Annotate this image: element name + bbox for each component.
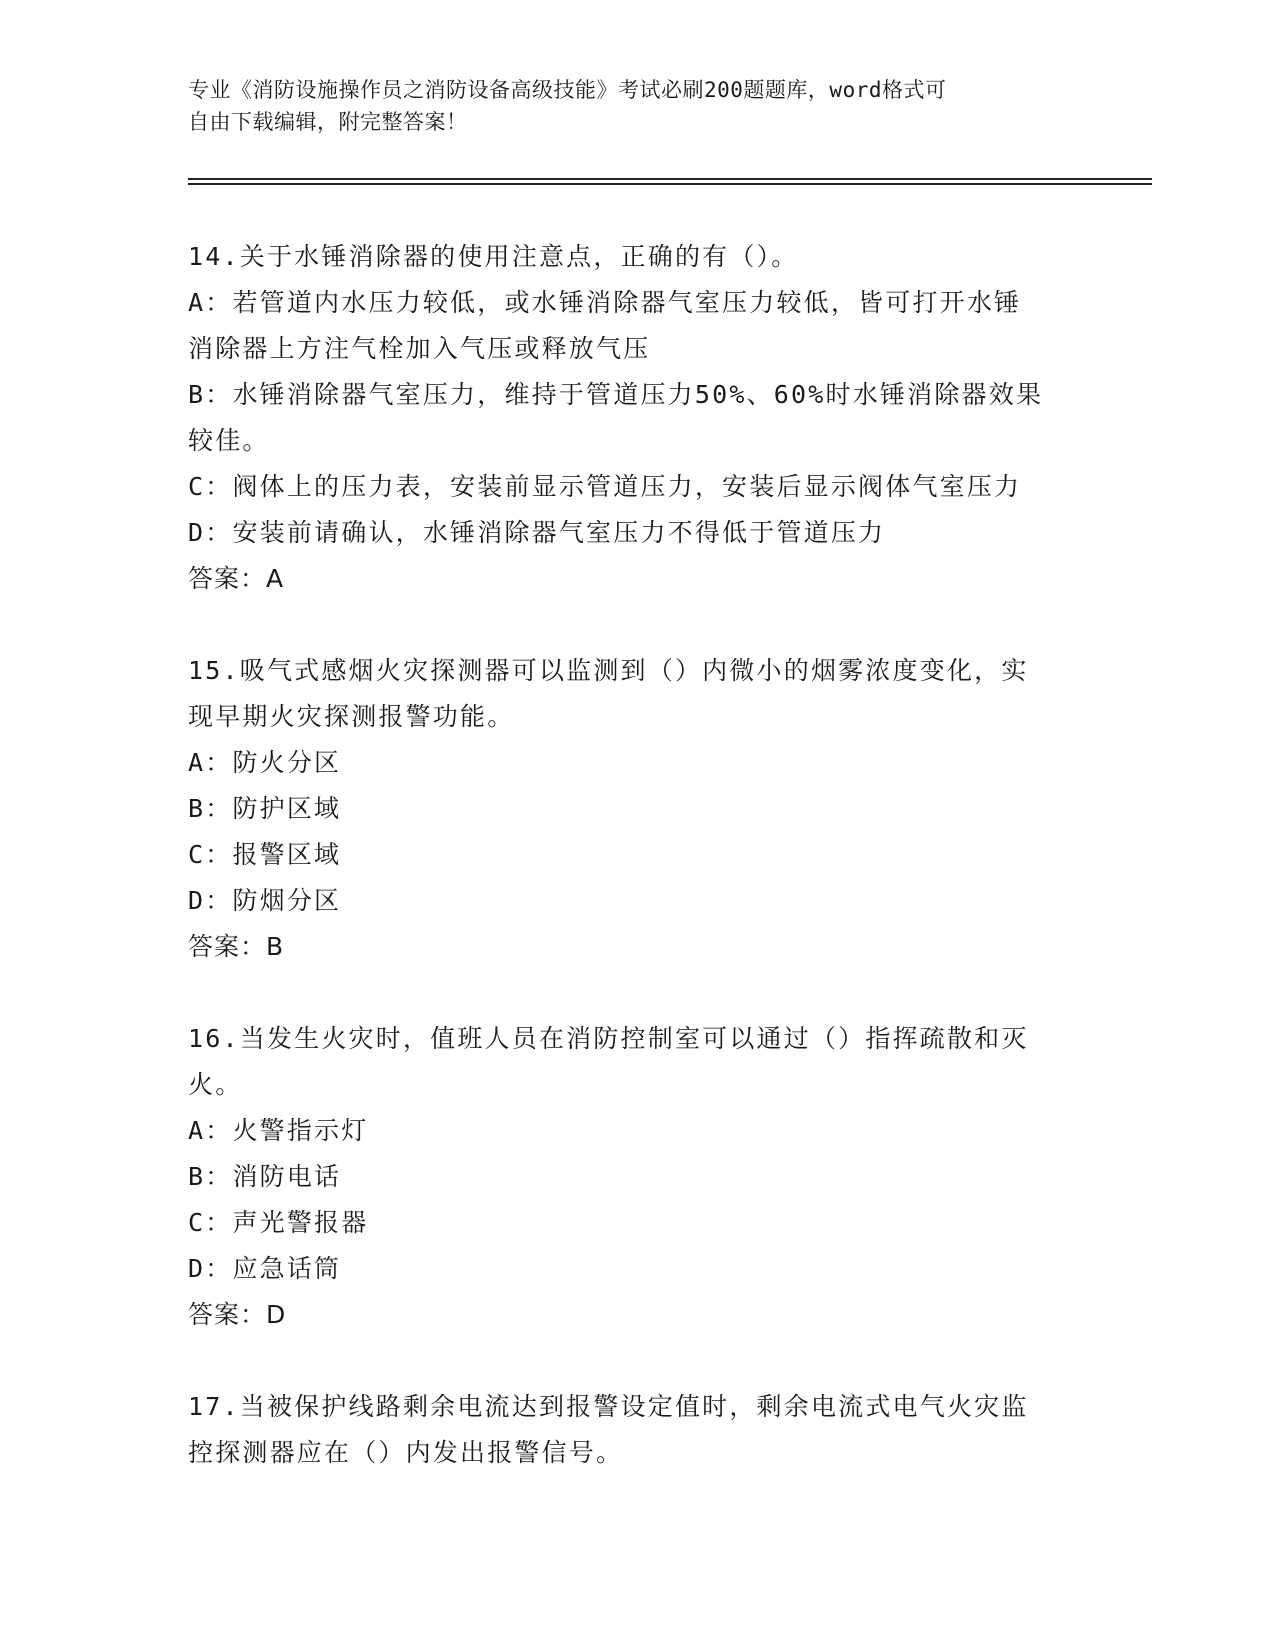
option-c: C：阀体上的压力表，安装前显示管道压力，安装后显示阀体气室压力	[188, 472, 1022, 501]
header-divider-bottom	[188, 183, 1152, 185]
answer: 答案：A	[188, 564, 285, 593]
option-c: C：声光警报器	[188, 1208, 369, 1237]
header-divider-top	[188, 178, 1152, 180]
question-17	[188, 1384, 1088, 1476]
question-15	[188, 648, 1088, 970]
option-c: C：报警区域	[188, 840, 342, 869]
answer: 答案：B	[188, 932, 285, 961]
question-14	[188, 234, 1088, 602]
option-b: B：水锤消除器气室压力，维持于管道压力50%、60%时水锤消除器效果	[188, 380, 1044, 409]
question-stem-continued: 火。	[188, 1070, 243, 1099]
option-d: D：防烟分区	[188, 886, 342, 915]
question-stem: 15.吸气式感烟火灾探测器可以监测到（）内微小的烟雾浓度变化，实	[188, 656, 1029, 685]
header-line-1: 专业《消防设施操作员之消防设备高级技能》考试必刷200题题库，word格式可	[188, 78, 947, 102]
question-stem-continued: 现早期火灾探测报警功能。	[188, 702, 515, 731]
document-header	[188, 74, 1088, 138]
question-stem: 14.关于水锤消除器的使用注意点，正确的有（）。	[188, 242, 799, 271]
option-d: D：安装前请确认，水锤消除器气室压力不得低于管道压力	[188, 518, 886, 547]
question-list	[188, 234, 1088, 1522]
option-b-continued: 较佳。	[188, 426, 270, 455]
option-a-continued: 消除器上方注气栓加入气压或释放气压	[188, 334, 651, 363]
question-stem-continued: 控探测器应在（）内发出报警信号。	[188, 1438, 624, 1467]
question-stem: 16.当发生火灾时，值班人员在消防控制室可以通过（）指挥疏散和灭	[188, 1024, 1029, 1053]
option-a: A：火警指示灯	[188, 1116, 369, 1145]
option-b: B：防护区域	[188, 794, 342, 823]
question-stem: 17.当被保护线路剩余电流达到报警设定值时，剩余电流式电气火灾监	[188, 1392, 1029, 1421]
option-b: B：消防电话	[188, 1162, 342, 1191]
answer: 答案：D	[188, 1300, 287, 1329]
option-a: A：防火分区	[188, 748, 342, 777]
option-a: A：若管道内水压力较低，或水锤消除器气室压力较低，皆可打开水锤	[188, 288, 1022, 317]
option-d: D：应急话筒	[188, 1254, 342, 1283]
header-line-2: 自由下载编辑，附完整答案！	[188, 110, 468, 134]
question-16	[188, 1016, 1088, 1338]
